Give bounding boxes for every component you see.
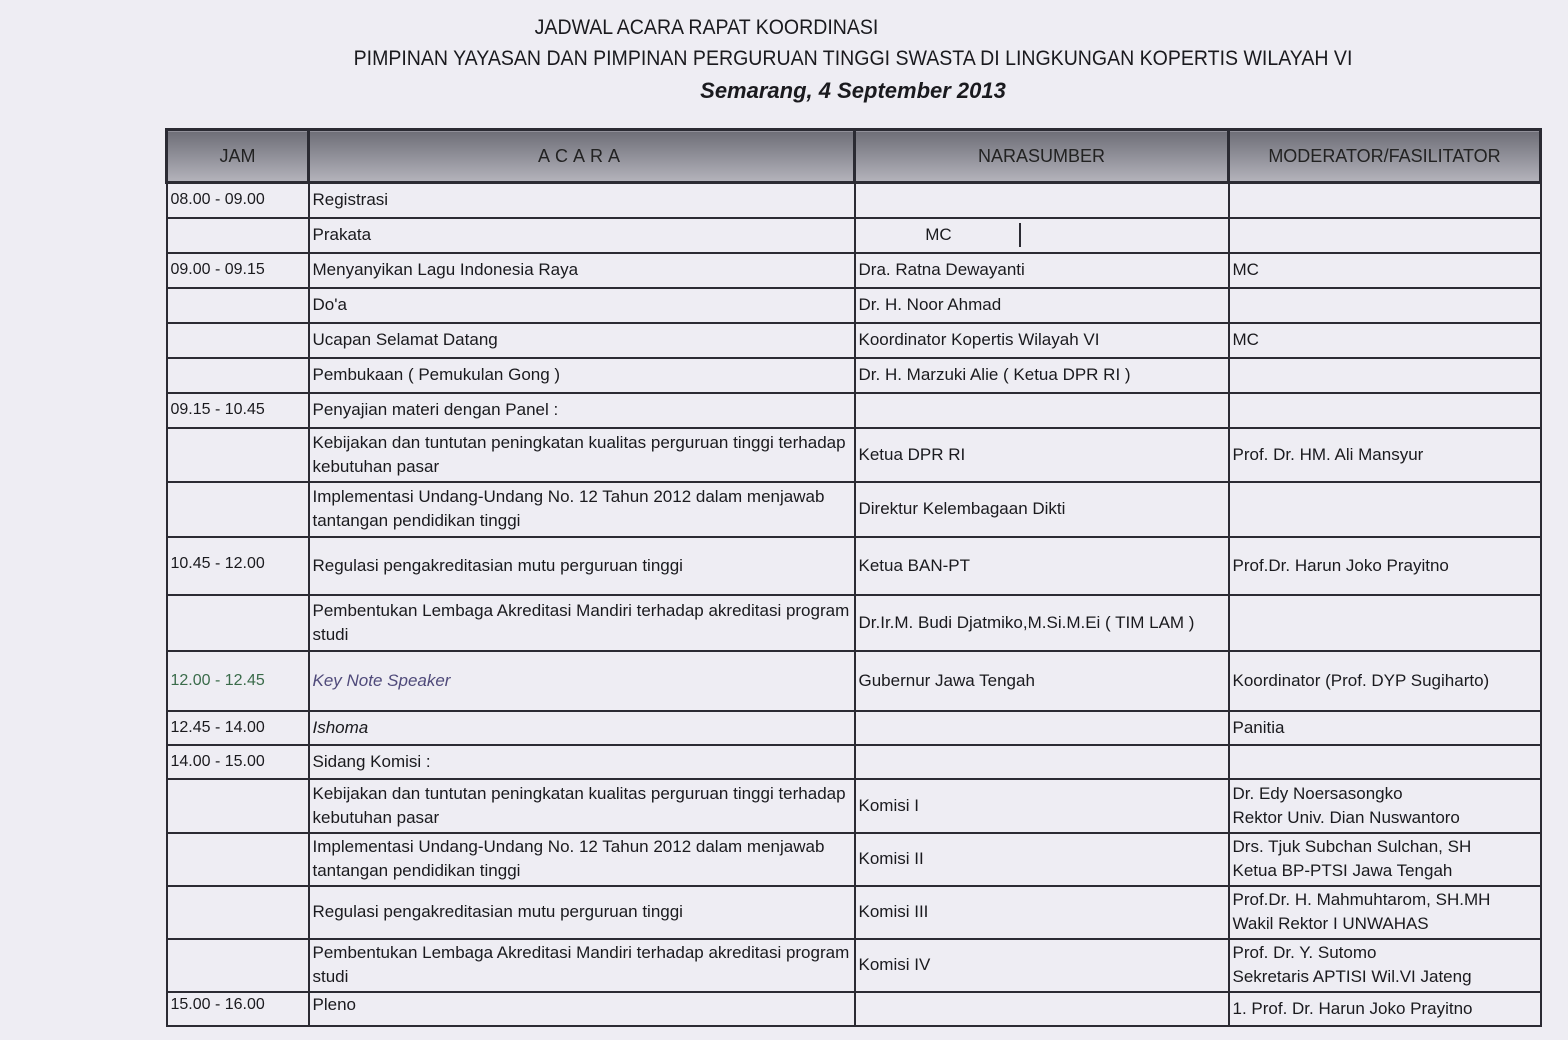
schedule-table xyxy=(165,128,1542,1027)
jam-cell: 08.00 - 09.00 xyxy=(167,183,309,218)
narasumber-cell: Direktur Kelembagaan Dikti xyxy=(855,482,1229,537)
moderator-role: Sekretaris APTISI Wil.VI Jateng xyxy=(1232,967,1472,986)
narasumber-cell: Dr. H. Noor Ahmad xyxy=(855,288,1229,323)
moderator-name: Dr. Edy Noersasongko xyxy=(1232,783,1403,803)
table-row xyxy=(167,393,1541,428)
acara-cell: Penyajian materi dengan Panel : xyxy=(309,393,855,428)
moderator-cell xyxy=(1229,358,1541,393)
moderator-cell xyxy=(1229,886,1541,939)
moderator-cell xyxy=(1229,779,1541,833)
table-row xyxy=(167,323,1541,358)
table-row xyxy=(167,358,1541,393)
jam-cell: 09.15 - 10.45 xyxy=(167,393,309,428)
moderator-cell xyxy=(1229,288,1541,323)
moderator-cell: Prof.Dr. Harun Joko Prayitno xyxy=(1229,537,1541,595)
acara-cell: Pleno xyxy=(309,992,855,1026)
header-row xyxy=(167,130,1541,183)
moderator-name: Prof. Dr. Y. Sutomo xyxy=(1232,943,1377,962)
acara-cell: Ishoma xyxy=(309,711,855,745)
narasumber-cell xyxy=(855,393,1229,428)
moderator-cell xyxy=(1229,939,1541,992)
jam-cell xyxy=(167,779,309,833)
moderator-cell: Koordinator (Prof. DYP Sugiharto) xyxy=(1229,651,1541,711)
acara-cell: Menyanyikan Lagu Indonesia Raya xyxy=(309,253,855,288)
acara-cell: Pembentukan Lembaga Akreditasi Mandiri terhadap akreditasi program studi xyxy=(309,595,855,651)
table-row xyxy=(167,939,1541,992)
acara-cell: Implementasi Undang-Undang No. 12 Tahun 2012 dalam menjawab tantangan pendidikan tinggi xyxy=(309,833,855,886)
jam-cell xyxy=(167,218,309,253)
narasumber-cell: Dr. H. Marzuki Alie ( Ketua DPR RI ) xyxy=(855,358,1229,393)
acara-cell: Prakata xyxy=(309,218,855,253)
narasumber-cell: Komisi II xyxy=(855,833,1229,886)
jam-cell xyxy=(167,482,309,537)
jam-cell: 09.00 - 09.15 xyxy=(167,253,309,288)
moderator-cell xyxy=(1229,183,1541,218)
document-title: JADWAL ACARA RAPAT KOORDINASI xyxy=(534,16,879,39)
moderator-role: Rektor Univ. Dian Nuswantoro xyxy=(1232,807,1460,827)
table-row xyxy=(167,833,1541,886)
narasumber-cell: Dra. Ratna Dewayanti xyxy=(855,253,1229,288)
table-row xyxy=(167,482,1541,537)
header-acara: ACARA xyxy=(309,130,855,183)
narasumber-cell: Ketua DPR RI xyxy=(855,428,1229,482)
header-narasumber: NARASUMBER xyxy=(855,130,1229,183)
table-row xyxy=(167,537,1541,595)
narasumber-cell xyxy=(855,711,1229,745)
jam-cell xyxy=(167,358,309,393)
jam-cell: 15.00 - 16.00 xyxy=(167,992,309,1026)
moderator-cell: Panitia xyxy=(1229,711,1541,745)
narasumber-cell: Koordinator Kopertis Wilayah VI xyxy=(855,323,1229,358)
moderator-cell: 1. Prof. Dr. Harun Joko Prayitno xyxy=(1229,992,1541,1026)
jam-cell xyxy=(167,428,309,482)
jam-cell: 10.45 - 12.00 xyxy=(167,537,309,595)
moderator-name: Prof.Dr. H. Mahmuhtarom, SH.MH xyxy=(1232,890,1491,909)
acara-cell: Regulasi pengakreditasian mutu perguruan tinggi xyxy=(309,537,855,595)
acara-cell: Implementasi Undang-Undang No. 12 Tahun 2012 dalam menjawab tantangan pendidikan tinggi xyxy=(309,482,855,537)
moderator-cell xyxy=(1229,482,1541,537)
jam-cell xyxy=(167,288,309,323)
moderator-cell xyxy=(1229,745,1541,779)
acara-cell: Kebijakan dan tuntutan peningkatan kualitas perguruan tinggi terhadap kebutuhan pasar xyxy=(309,779,855,833)
table-row xyxy=(167,253,1541,288)
table-row xyxy=(167,745,1541,779)
table-row xyxy=(167,886,1541,939)
table-row xyxy=(167,428,1541,482)
jam-cell xyxy=(167,833,309,886)
jam-cell xyxy=(167,939,309,992)
table-row xyxy=(167,595,1541,651)
table-row xyxy=(167,218,1541,253)
narasumber-cell xyxy=(855,992,1229,1026)
narasumber-cell: Dr.Ir.M. Budi Djatmiko,M.Si.M.Ei ( TIM LAM ) xyxy=(855,595,1229,651)
acara-cell: Pembukaan ( Pemukulan Gong ) xyxy=(309,358,855,393)
table-row xyxy=(167,992,1541,1026)
moderator-cell: MC xyxy=(1229,253,1541,288)
narasumber-cell: Komisi I xyxy=(855,779,1229,833)
table-row xyxy=(167,711,1541,745)
moderator-cell xyxy=(1229,218,1541,253)
moderator-name: Drs. Tjuk Subchan Sulchan, SH xyxy=(1232,837,1472,856)
narasumber-cell xyxy=(855,745,1229,779)
document-subtitle: PIMPINAN YAYASAN DAN PIMPINAN PERGURUAN TINGGI SWASTA DI LINGKUNGAN KOPERTIS WILAYAH VI xyxy=(353,47,1353,70)
narasumber-cell: Gubernur Jawa Tengah xyxy=(855,651,1229,711)
acara-cell: Kebijakan dan tuntutan peningkatan kualitas perguruan tinggi terhadap kebutuhan pasar xyxy=(309,428,855,482)
jam-cell: 12.00 - 12.45 xyxy=(167,651,309,711)
narasumber-cell xyxy=(855,183,1229,218)
jam-cell: 12.45 - 14.00 xyxy=(167,711,309,745)
jam-cell: 14.00 - 15.00 xyxy=(167,745,309,779)
moderator-role: Wakil Rektor I UNWAHAS xyxy=(1232,914,1429,933)
table-row xyxy=(167,651,1541,711)
acara-cell: Ucapan Selamat Datang xyxy=(309,323,855,358)
moderator-cell: MC xyxy=(1229,323,1541,358)
table-row xyxy=(167,183,1541,218)
moderator-role: Ketua BP-PTSI Jawa Tengah xyxy=(1232,861,1453,880)
narasumber-cell: Komisi III xyxy=(855,886,1229,939)
header-moderator: MODERATOR/FASILITATOR xyxy=(1229,130,1541,183)
table-row xyxy=(167,779,1541,833)
table-row xyxy=(167,288,1541,323)
narasumber-cell: Komisi IV xyxy=(855,939,1229,992)
moderator-cell: Prof. Dr. HM. Ali Mansyur xyxy=(1229,428,1541,482)
moderator-cell xyxy=(1229,833,1541,886)
acara-cell: Registrasi xyxy=(309,183,855,218)
narasumber-cell: Ketua BAN-PT xyxy=(855,537,1229,595)
header-jam: JAM xyxy=(167,130,309,183)
acara-cell: Key Note Speaker xyxy=(309,651,855,711)
moderator-cell xyxy=(1229,393,1541,428)
narasumber-cell xyxy=(855,218,1229,253)
document-date-location: Semarang, 4 September 2013 xyxy=(700,78,1006,103)
acara-cell: Do'a xyxy=(309,288,855,323)
mc-label: MC xyxy=(859,223,1021,247)
jam-cell xyxy=(167,595,309,651)
acara-cell: Pembentukan Lembaga Akreditasi Mandiri terhadap akreditasi program studi xyxy=(309,939,855,992)
acara-cell: Sidang Komisi : xyxy=(309,745,855,779)
moderator-cell xyxy=(1229,595,1541,651)
jam-cell xyxy=(167,886,309,939)
jam-cell xyxy=(167,323,309,358)
acara-cell: Regulasi pengakreditasian mutu perguruan tinggi xyxy=(309,886,855,939)
